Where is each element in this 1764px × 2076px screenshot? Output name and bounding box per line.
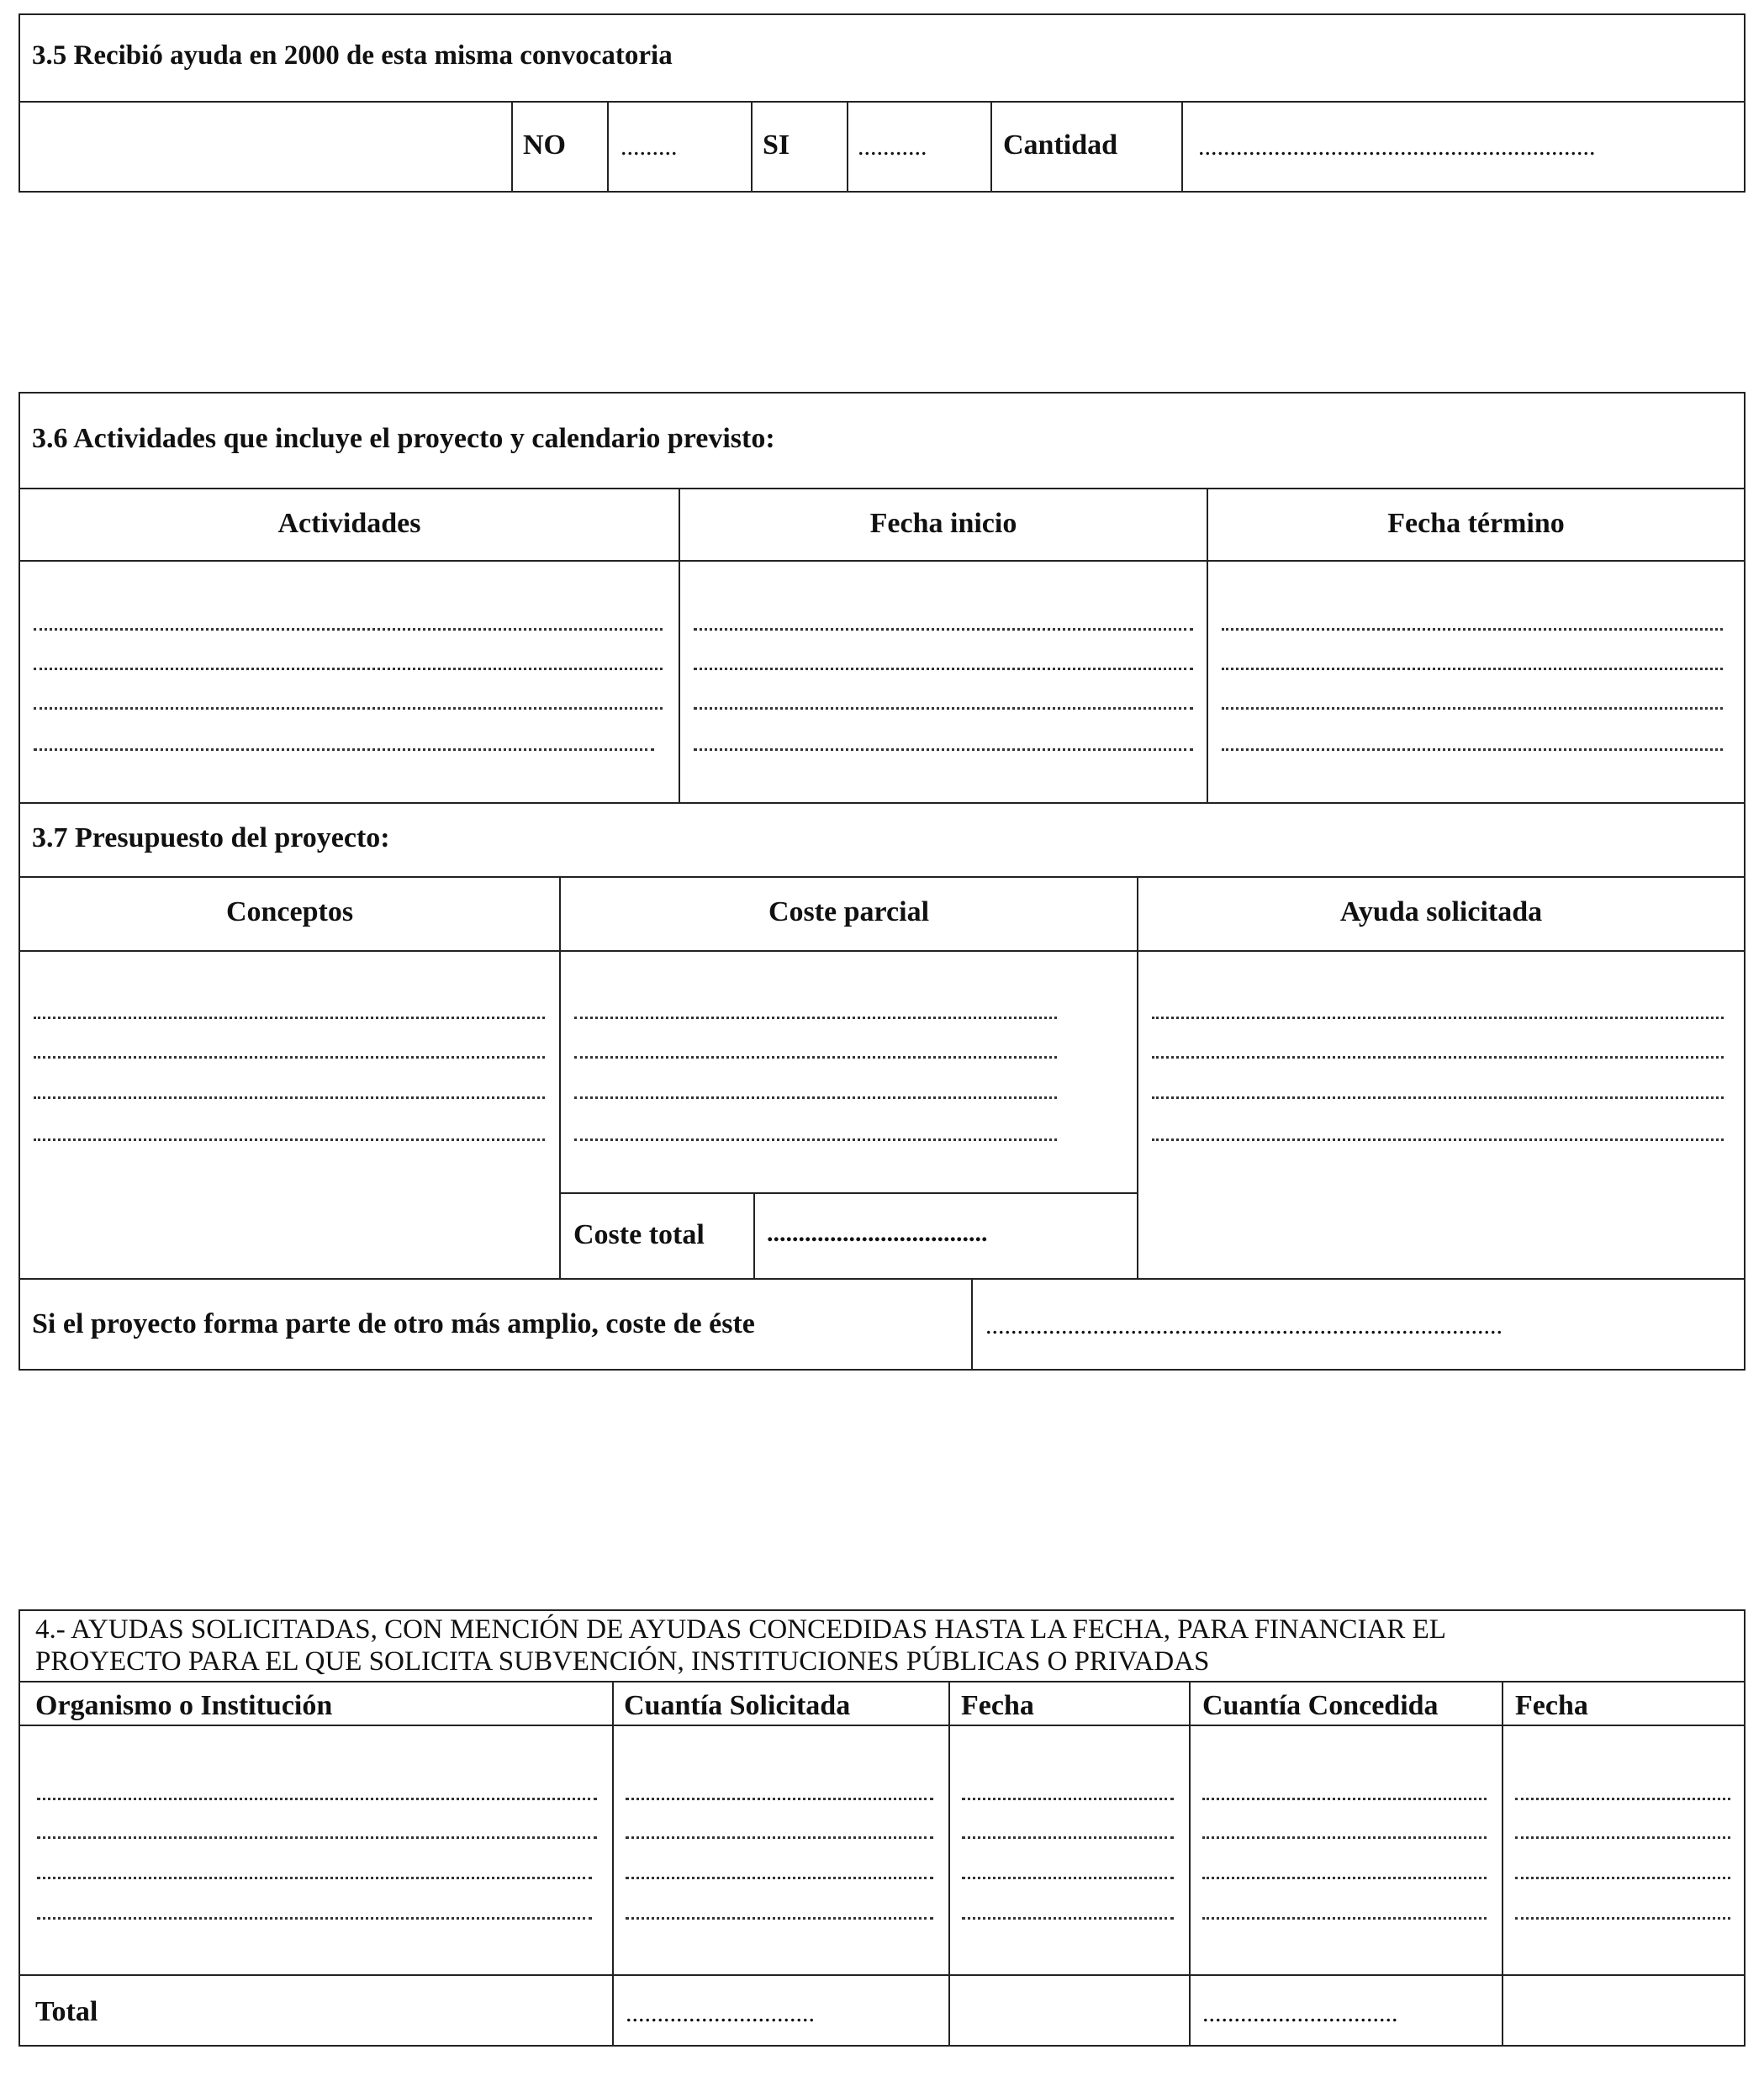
col-header-fecha: Fecha <box>961 1690 1034 1721</box>
actividad-entry-line[interactable] <box>34 748 654 751</box>
concepto-entry-line[interactable] <box>34 1138 545 1141</box>
organismo-entry-line[interactable] <box>37 1877 592 1879</box>
section-3-5-title: 3.5 Recibió ayuda en 2000 de esta misma convocatoria <box>32 40 673 71</box>
divider <box>971 1278 973 1371</box>
cuantia-solicitada-entry-line[interactable] <box>626 1836 933 1839</box>
fecha-entry-line[interactable] <box>1515 1917 1730 1920</box>
ayuda-solicitada-entry-line[interactable] <box>1152 1096 1724 1099</box>
divider <box>1137 876 1138 1278</box>
fecha-entry-line[interactable] <box>962 1917 1174 1920</box>
fecha-entry-line[interactable] <box>1515 1798 1730 1800</box>
ayuda-solicitada-entry-line[interactable] <box>1152 1017 1724 1019</box>
no-value-field[interactable]: ......... <box>621 133 678 161</box>
coste-parcial-entry-line[interactable] <box>574 1096 1057 1099</box>
divider <box>751 101 753 193</box>
cuantia-solicitada-entry-line[interactable] <box>626 1877 933 1879</box>
divider <box>18 1681 1746 1682</box>
col-header-coste-parcial: Coste parcial <box>768 896 930 927</box>
divider <box>511 101 513 193</box>
divider <box>1189 1681 1191 2047</box>
fecha-entry-line[interactable] <box>1515 1836 1730 1839</box>
actividad-entry-line[interactable] <box>34 668 663 670</box>
divider <box>1502 1681 1503 2047</box>
col-header-cuantia-solicitada: Cuantía Solicitada <box>624 1690 851 1721</box>
fecha-entry-line[interactable] <box>1515 1877 1730 1879</box>
coste-total-value-field[interactable]: ................................... <box>767 1219 988 1247</box>
cantidad-label: Cantidad <box>1003 129 1118 161</box>
fecha-termino-entry-line[interactable] <box>1222 628 1723 631</box>
organismo-entry-line[interactable] <box>37 1836 597 1839</box>
divider <box>607 101 609 193</box>
coste-total-label: Coste total <box>573 1219 705 1250</box>
divider <box>559 1192 1138 1194</box>
section-4-title-line-2: PROYECTO PARA EL QUE SOLICITA SUBVENCIÓN, INSTITUCIONES PÚBLICAS O PRIVADAS <box>35 1646 1210 1677</box>
col-header-fecha-inicio: Fecha inicio <box>869 508 1017 539</box>
fecha-entry-line[interactable] <box>962 1836 1174 1839</box>
divider <box>847 101 848 193</box>
divider <box>990 101 992 193</box>
fecha-entry-line[interactable] <box>962 1798 1174 1800</box>
fecha-entry-line[interactable] <box>962 1877 1174 1879</box>
total-cuantia-solicitada-field[interactable]: .............................. <box>626 1999 815 2027</box>
cuantia-concedida-entry-line[interactable] <box>1202 1877 1487 1879</box>
col-header-ayuda-solicitada: Ayuda solicitada <box>1339 896 1543 927</box>
concepto-entry-line[interactable] <box>34 1017 545 1019</box>
actividad-entry-line[interactable] <box>34 628 663 631</box>
col-header-organismo: Organismo o Institución <box>35 1690 333 1721</box>
divider <box>18 950 1746 952</box>
cuantia-solicitada-entry-line[interactable] <box>626 1798 933 1800</box>
coste-parcial-entry-line[interactable] <box>574 1138 1057 1141</box>
section-4-title-line-1: 4.- AYUDAS SOLICITADAS, CON MENCIÓN DE AYUDAS CONCEDIDAS HASTA LA FECHA, PARA FINANCIAR EL <box>35 1614 1446 1645</box>
col-header-cuantia-concedida: Cuantía Concedida <box>1202 1690 1439 1721</box>
cuantia-concedida-entry-line[interactable] <box>1202 1798 1487 1800</box>
section-3-6-title: 3.6 Actividades que incluye el proyecto y calendario previsto: <box>32 423 775 454</box>
divider <box>18 876 1746 878</box>
total-label: Total <box>35 1996 98 2027</box>
cuantia-solicitada-entry-line[interactable] <box>626 1917 933 1920</box>
divider <box>948 1681 950 2047</box>
ayuda-solicitada-entry-line[interactable] <box>1152 1056 1724 1059</box>
fecha-termino-entry-line[interactable] <box>1222 748 1723 751</box>
divider <box>18 1278 1746 1280</box>
actividad-entry-line[interactable] <box>34 707 663 710</box>
fecha-termino-entry-line[interactable] <box>1222 707 1723 710</box>
coste-parcial-entry-line[interactable] <box>574 1017 1057 1019</box>
organismo-entry-line[interactable] <box>37 1798 597 1800</box>
coste-parcial-entry-line[interactable] <box>574 1056 1057 1059</box>
col-header-actividades: Actividades <box>277 508 421 539</box>
fecha-inicio-entry-line[interactable] <box>694 668 1193 670</box>
cantidad-value-field[interactable]: ............................................................... <box>1198 133 1596 161</box>
ayuda-solicitada-entry-line[interactable] <box>1152 1138 1724 1141</box>
si-label: SI <box>763 129 790 161</box>
divider <box>753 1192 755 1278</box>
fecha-inicio-entry-line[interactable] <box>694 707 1193 710</box>
divider <box>18 1974 1746 1976</box>
divider <box>18 560 1746 562</box>
divider <box>1181 101 1183 193</box>
proyecto-amplio-value-field[interactable]: .................................................................................. <box>985 1312 1503 1339</box>
cuantia-concedida-entry-line[interactable] <box>1202 1917 1487 1920</box>
si-value-field[interactable]: ........... <box>858 133 927 161</box>
section-3-7-title: 3.7 Presupuesto del proyecto: <box>32 822 390 853</box>
col-header-conceptos: Conceptos <box>225 896 354 927</box>
proyecto-amplio-label: Si el proyecto forma parte de otro más amplio, coste de éste <box>32 1308 755 1339</box>
divider <box>18 488 1746 489</box>
divider <box>18 1725 1746 1726</box>
concepto-entry-line[interactable] <box>34 1096 545 1099</box>
col-header-fecha-termino: Fecha término <box>1387 508 1565 539</box>
divider <box>559 876 561 1278</box>
divider <box>612 1681 614 2047</box>
col-header-fecha: Fecha <box>1515 1690 1588 1721</box>
fecha-inicio-entry-line[interactable] <box>694 628 1193 631</box>
fecha-inicio-entry-line[interactable] <box>694 748 1193 751</box>
divider <box>18 802 1746 804</box>
total-cuantia-concedida-field[interactable]: ............................... <box>1202 1999 1398 2027</box>
organismo-entry-line[interactable] <box>37 1917 592 1920</box>
concepto-entry-line[interactable] <box>34 1056 545 1059</box>
divider <box>18 101 1746 103</box>
no-label: NO <box>523 129 566 161</box>
cuantia-concedida-entry-line[interactable] <box>1202 1836 1487 1839</box>
fecha-termino-entry-line[interactable] <box>1222 668 1723 670</box>
